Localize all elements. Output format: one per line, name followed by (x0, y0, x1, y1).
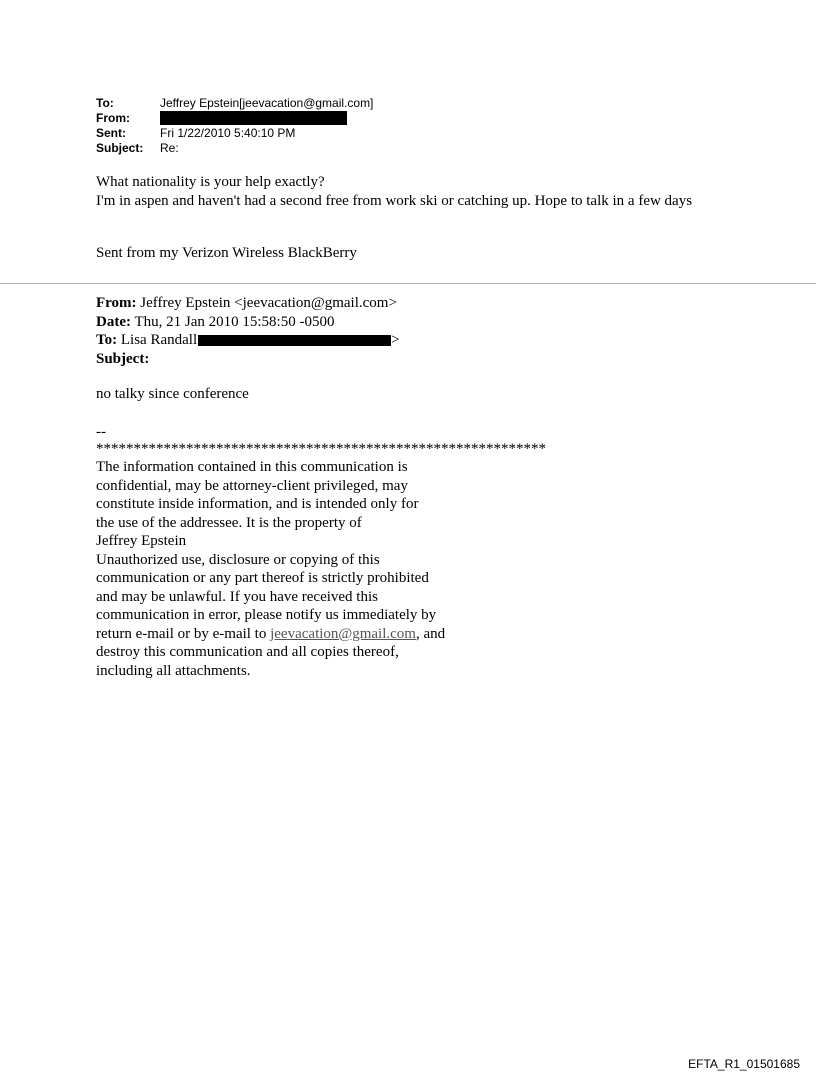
quoted-body: no talky since conference (96, 386, 249, 402)
disclaimer-line: including all attachments. (96, 662, 251, 679)
header-from-row (96, 111, 373, 126)
email-link[interactable]: jeevacation@gmail.com (270, 625, 416, 642)
quoted-to-tail: > (391, 332, 400, 348)
disclaimer-line: constitute inside information, and is intended only for (96, 496, 419, 512)
disclaimer-line (96, 625, 516, 644)
disclaimer-line: confidential, may be attorney-client privileged, may (96, 477, 408, 494)
reply-line-2: I'm in aspen and haven't had a second free from work ski or catching up. Hope to talk in a few days (96, 192, 693, 209)
header-subject-row (96, 141, 373, 156)
sent-value: Fri 1/22/2010 5:40:10 PM (160, 126, 296, 140)
disclaimer-line: Unauthorized use, disclosure or copying of this (96, 551, 380, 568)
to-label: To: (96, 96, 114, 110)
header-sent-row (96, 126, 373, 141)
signature-separator: -- (96, 424, 106, 440)
sent-label: Sent: (96, 126, 126, 140)
to-value: Jeffrey Epstein[jeevacation@gmail.com] (160, 96, 374, 110)
disclaimer-line: destroy this communication and all copies thereof, (96, 644, 399, 660)
disclaimer-text: return e-mail or by e-mail to (96, 625, 271, 642)
email-header (96, 96, 373, 156)
quoted-to-value: Lisa Randall (120, 332, 198, 348)
quoted-from-value: Jeffrey Epstein <jeevacation@gmail.com> (140, 295, 397, 311)
mobile-signature: Sent from my Verizon Wireless BlackBerry (96, 245, 357, 261)
disclaimer-line: communication in error, please notify us immediately by (96, 607, 437, 623)
asterisk-rule: ************************************************************ (96, 441, 546, 457)
from-label: From: (96, 111, 130, 125)
redaction-bar (160, 111, 347, 125)
quoted-subject-label: Subject: (96, 350, 150, 367)
quoted-date-row (96, 313, 400, 332)
reply-body (96, 173, 716, 210)
quoted-to-row (96, 331, 400, 350)
quoted-from-label: From: (96, 295, 137, 311)
redaction-bar (198, 335, 391, 346)
reply-line-1: What nationality is your help exactly? (96, 174, 325, 190)
message-divider (0, 283, 816, 284)
quoted-date-label: Date: (96, 313, 131, 330)
confidentiality-disclaimer (96, 458, 516, 680)
quoted-header (96, 294, 400, 368)
disclaimer-line: communication or any part thereof is strictly prohibited (96, 570, 429, 586)
document-id: EFTA_R1_01501685 (688, 1057, 800, 1071)
disclaimer-line: the use of the addressee. It is the property of (96, 514, 362, 531)
quoted-to-label: To: (96, 332, 118, 348)
disclaimer-line: The information contained in this communication is (96, 459, 408, 475)
disclaimer-line: and may be unlawful. If you have received this (96, 588, 378, 605)
quoted-from-row (96, 294, 400, 313)
disclaimer-text: , and (415, 625, 446, 642)
subject-value: Re: (160, 141, 179, 155)
subject-label: Subject: (96, 141, 144, 155)
disclaimer-line: Jeffrey Epstein (96, 533, 187, 549)
quoted-date-value: Thu, 21 Jan 2010 15:58:50 -0500 (134, 313, 335, 330)
quoted-subject-row (96, 350, 400, 369)
header-to-row (96, 96, 373, 111)
